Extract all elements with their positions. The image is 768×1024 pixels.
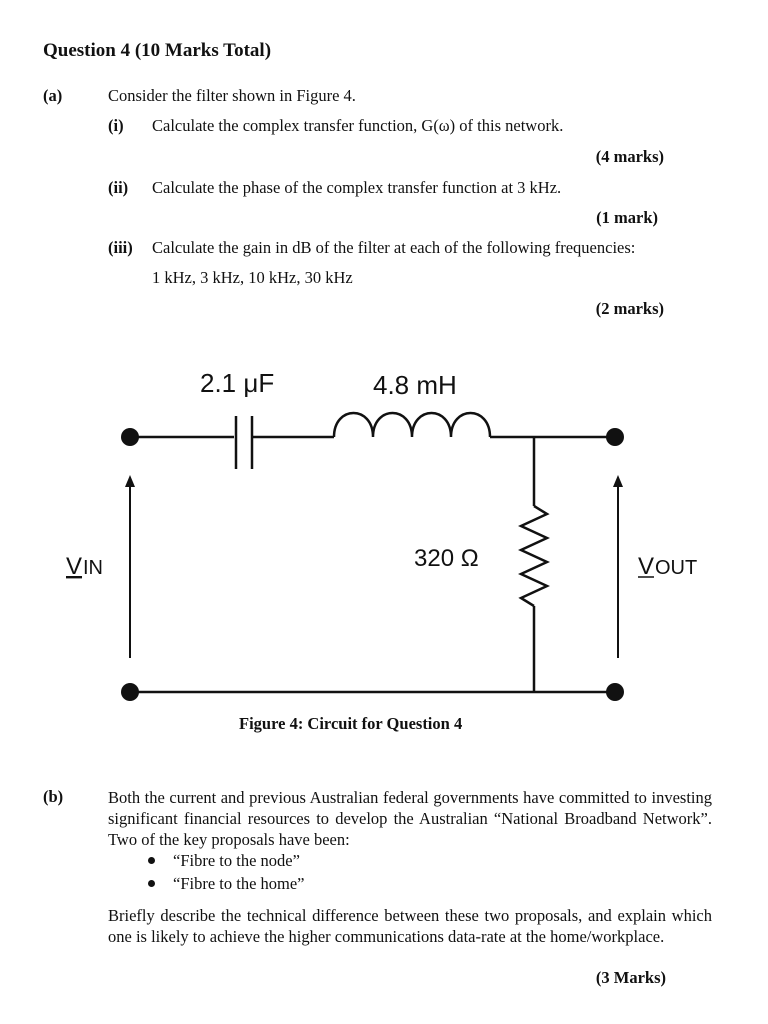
item-iii-marks: (2 marks): [595, 299, 664, 318]
part-a-intro: Consider the filter shown in Figure 4.: [108, 86, 356, 105]
item-iii-text: Calculate the gain in dB of the filter at each of the following frequencies:: [152, 238, 636, 257]
capacitor-symbol: [236, 416, 252, 469]
part-b-label: (b): [43, 787, 64, 806]
terminal-top-left: [121, 428, 139, 446]
inductor-label: 4.8 mH: [373, 370, 457, 400]
figure-caption: Figure 4: Circuit for Question 4: [239, 714, 463, 733]
inductor-symbol: [334, 413, 490, 437]
item-ii-label: (ii): [108, 178, 129, 197]
bullet-dot: [148, 857, 155, 864]
item-i-label: (i): [108, 116, 124, 135]
vin-label: V: [66, 553, 83, 580]
part-a-label: (a): [43, 86, 63, 105]
terminal-bottom-right: [606, 683, 624, 701]
bullet-text-2: “Fibre to the home”: [173, 874, 305, 893]
item-iii-frequencies: 1 kHz, 3 kHz, 10 kHz, 30 kHz: [152, 268, 353, 287]
part-b-paragraph-2: Briefly describe the technical difference between these two proposals, and explain which one is likely to achieve the higher communications data-rate at the home/workplace.: [108, 906, 712, 946]
part-b-paragraph-1: Both the current and previous Australian federal governments have committed to investing significant financial resources to develop the Australian “National Broadband Network”. Two of the key proposals have been:: [108, 788, 712, 849]
bullet-item-2: [148, 874, 305, 894]
bullet-item-1: [148, 851, 300, 871]
part-b-marks: (3 Marks): [595, 968, 666, 987]
item-ii-marks: (1 mark): [596, 208, 658, 227]
vout-subscript: OUT: [655, 557, 698, 579]
resistor-symbol: [521, 506, 547, 606]
bullet-dot: [148, 880, 155, 887]
vout-arrow: [613, 475, 623, 658]
resistor-label: 320 Ω: [414, 545, 479, 572]
item-iii-label: (iii): [108, 238, 133, 257]
bullet-text-1: “Fibre to the node”: [173, 851, 300, 870]
terminal-top-right: [606, 428, 624, 446]
item-i-text: Calculate the complex transfer function, G(ω) of this network.: [152, 116, 564, 135]
question-title: Question 4 (10 Marks Total): [43, 40, 272, 61]
item-ii-text: Calculate the phase of the complex transfer function at 3 kHz.: [152, 178, 562, 197]
vin-subscript: IN: [83, 557, 103, 579]
vout-label: V: [638, 553, 655, 580]
terminal-bottom-left: [121, 683, 139, 701]
item-i-marks: (4 marks): [595, 147, 664, 166]
capacitor-label: 2.1 μF: [200, 368, 275, 398]
vin-arrow: [125, 475, 135, 658]
